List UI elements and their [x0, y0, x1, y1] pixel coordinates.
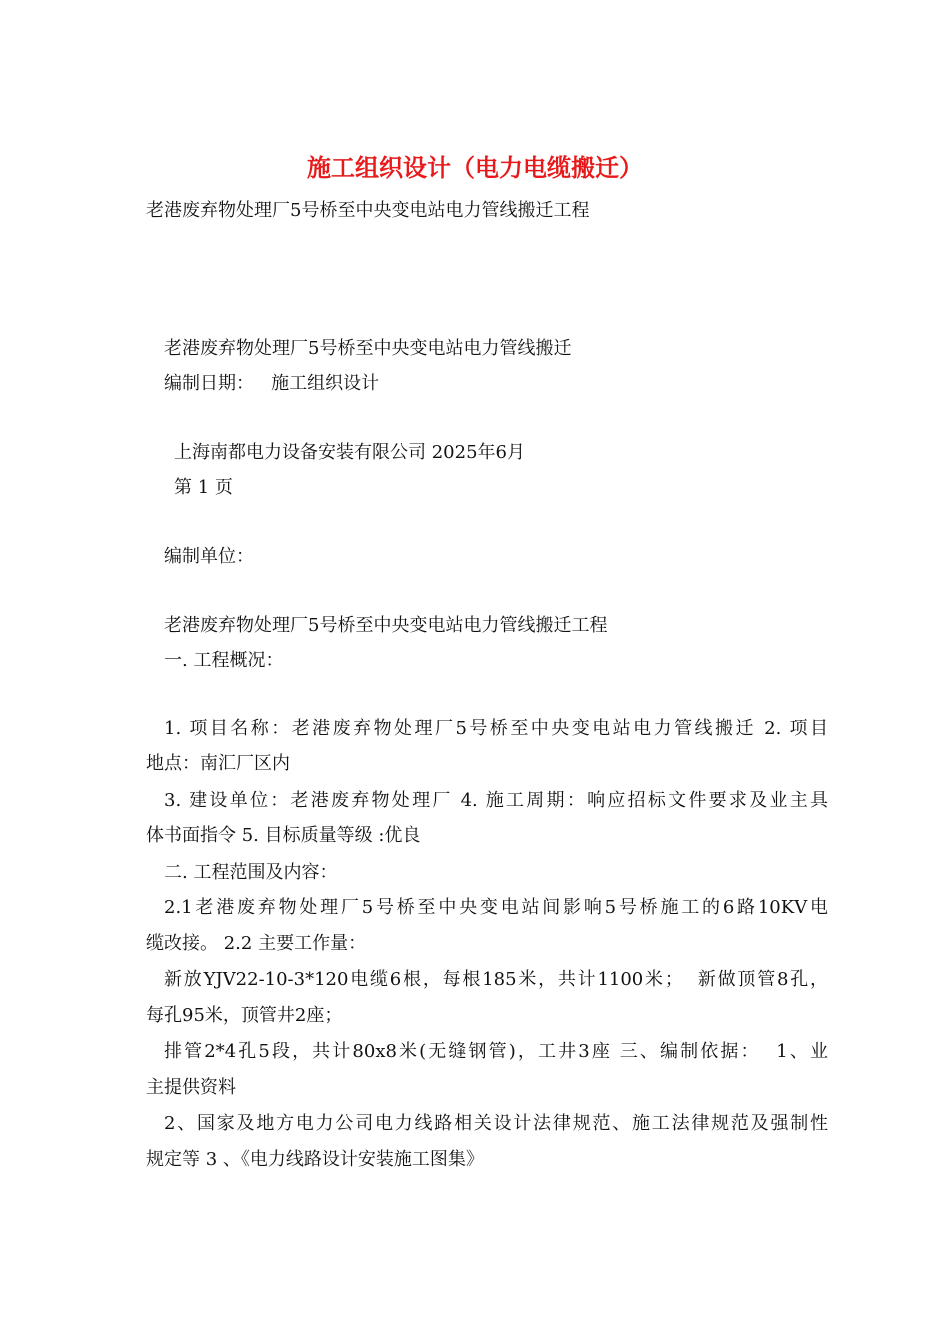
paragraph-line: 2.1老港废弃物处理厂5号桥至中央变电站间影响5号桥施工的6路10KV电 [164, 897, 828, 918]
cover-company-line: 上海南都电力设备安装有限公司 2025年6月 [174, 442, 525, 463]
section-heading-overview: 一. 工程概况： [164, 650, 284, 671]
paragraph-line: 体书面指令 5. 目标质量等级 :优良 [146, 825, 421, 846]
cover-project: 老港废弃物处理厂5号桥至中央变电站电力管线搬迁 [164, 338, 572, 359]
paragraph-line: 缆改接。 2.2 主要工作量： [146, 933, 367, 954]
body-project-name: 老港废弃物处理厂5号桥至中央变电站电力管线搬迁工程 [164, 615, 608, 636]
paragraph-line: 每孔95米，顶管井2座； [146, 1005, 343, 1026]
paragraph-line: 3. 建设单位：老港废弃物处理厂 4. 施工周期：响应招标文件要求及业主具 [164, 790, 828, 811]
paragraph-line: 2、国家及地方电力公司电力线路相关设计法律规范、施工法律规范及强制性 [164, 1113, 828, 1134]
cover-date-line: 编制日期： 施工组织设计 [164, 373, 380, 394]
cover-page-label: 第 1 页 [174, 477, 233, 498]
paragraph-line: 主提供资料 [146, 1077, 236, 1098]
section-heading-scope: 二. 工程范围及内容： [164, 862, 338, 883]
paragraph-line: 排管2*4孔5段，共计80x8米(无缝钢管)，工井3座 三、编制依据： 1、业 [164, 1041, 828, 1062]
document-subtitle: 老港废弃物处理厂5号桥至中央变电站电力管线搬迁工程 [146, 200, 590, 221]
paragraph-line: 1. 项目名称：老港废弃物处理厂5号桥至中央变电站电力管线搬迁 2. 项目 [164, 718, 828, 739]
paragraph-line: 规定等 3 、《电力线路设计安装施工图集》 [146, 1149, 484, 1170]
paragraph-line: 地点：南汇厂区内 [146, 753, 290, 774]
page-title: 施工组织设计（电力电缆搬迁） [307, 153, 643, 182]
cover-unit-label: 编制单位： [164, 546, 254, 567]
paragraph-line: 新放YJV22-10-3*120电缆6根，每根185米，共计1100米； 新做顶管8孔， [164, 969, 828, 990]
